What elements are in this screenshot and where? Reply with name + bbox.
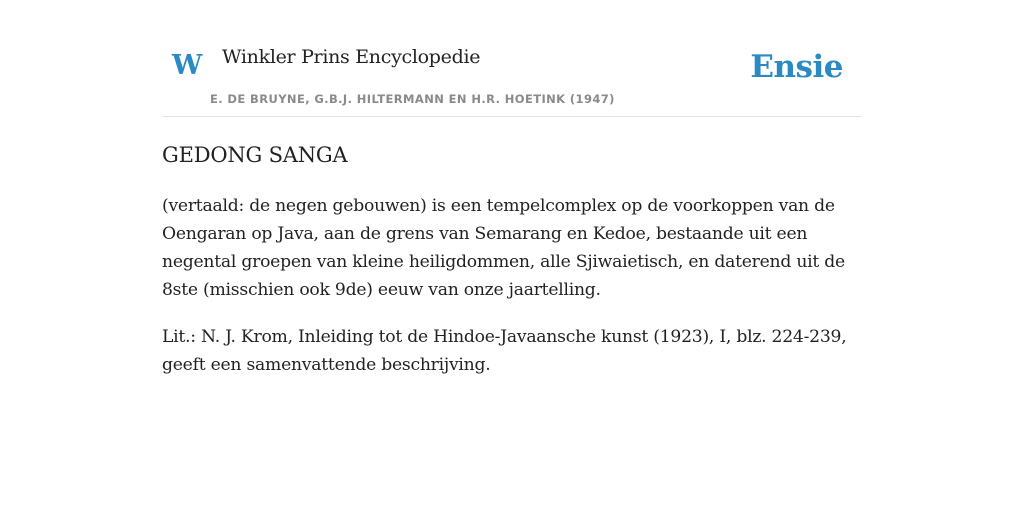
- article: [162, 143, 862, 379]
- winkler-prins-logo[interactable]: W: [172, 50, 203, 81]
- article-title: GEDONG SANGA: [162, 143, 348, 167]
- page-container: [162, 0, 862, 379]
- site-title[interactable]: Winkler Prins Encyclopedie: [222, 46, 481, 68]
- article-paragraph: (vertaald: de negen gebouwen) is een tempelcomplex op de voorkoppen van de Oengaran op Java, aan de grens van Semarang en Kedoe, bestaande uit een negental groepen van kleine heiligdommen, alle Sjiwaietisch, en daterend uit de 8ste (misschien ook 9de) eeuw van onze jaartelling.: [162, 196, 845, 301]
- site-authors: E. DE BRUYNE, G.B.J. HILTERMANN EN H.R. HOETINK (1947): [210, 92, 615, 106]
- site-header: [162, 0, 862, 117]
- article-paragraph: Lit.: N. J. Krom, Inleiding tot de Hindoe-Javaansche kunst (1923), I, blz. 224-239, geeft een samenvattende beschrijving.: [162, 327, 847, 376]
- ensie-brand-logo[interactable]: Ensie: [750, 49, 843, 85]
